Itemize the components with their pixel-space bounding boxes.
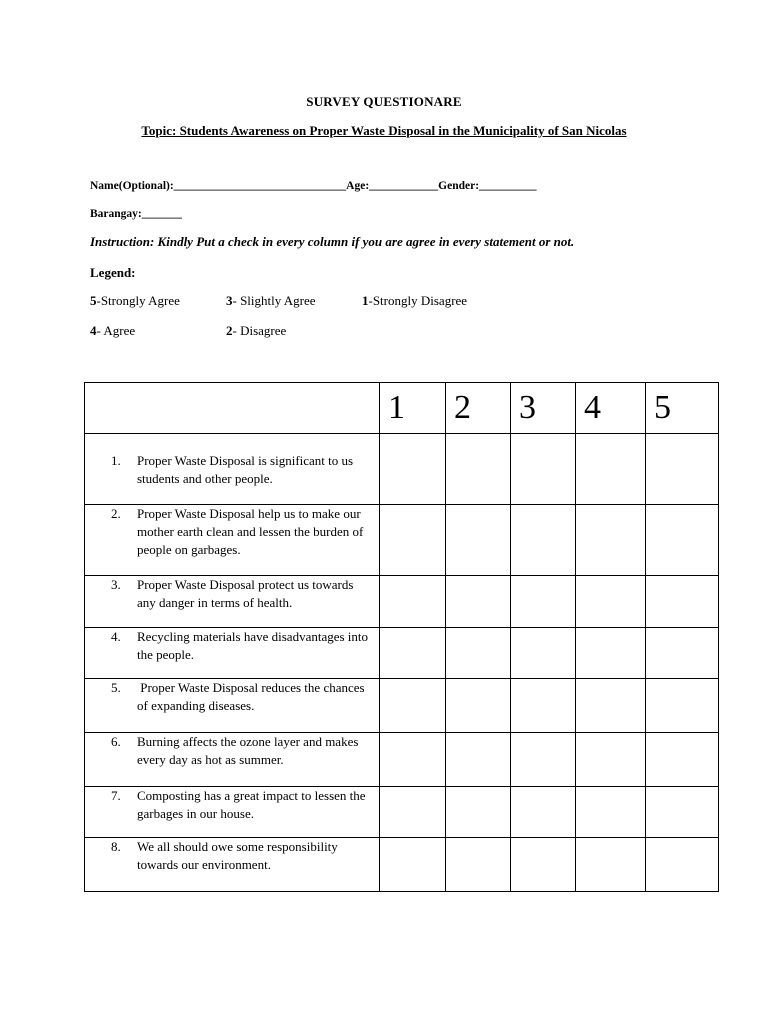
table-row xyxy=(85,679,719,733)
statement-cell xyxy=(85,628,380,679)
rating-checkbox-cell[interactable] xyxy=(380,576,446,628)
rating-checkbox-cell[interactable] xyxy=(380,679,446,733)
legend-number: 2 xyxy=(226,323,233,338)
legend-label: - Disagree xyxy=(232,323,287,338)
rating-checkbox-cell[interactable] xyxy=(446,787,511,838)
rating-checkbox-cell[interactable] xyxy=(576,733,646,787)
statement-header-cell xyxy=(85,383,380,434)
rating-checkbox-cell[interactable] xyxy=(511,679,576,733)
statement-text: Proper Waste Disposal protect us towards any danger in terms of health. xyxy=(137,577,354,610)
rating-checkbox-cell[interactable] xyxy=(446,505,511,576)
statement-text: Proper Waste Disposal reduces the chances of expanding diseases. xyxy=(137,680,368,713)
survey-topic: Topic: Students Awareness on Proper Waste Disposal in the Municipality of San Nicolas xyxy=(141,123,627,138)
rating-checkbox-cell[interactable] xyxy=(646,576,719,628)
statement-number: 2. xyxy=(111,506,121,521)
statement-text: Composting has a great impact to lessen the garbages in our house. xyxy=(137,788,366,821)
statement-number: 5. xyxy=(111,680,121,695)
statement-cell xyxy=(85,838,380,892)
table-row xyxy=(85,505,719,576)
rating-checkbox-cell[interactable] xyxy=(646,434,719,505)
rating-checkbox-cell[interactable] xyxy=(380,628,446,679)
rating-checkbox-cell[interactable] xyxy=(446,628,511,679)
rating-column-header: 4 xyxy=(576,383,646,434)
rating-checkbox-cell[interactable] xyxy=(380,733,446,787)
rating-checkbox-cell[interactable] xyxy=(380,838,446,892)
rating-checkbox-cell[interactable] xyxy=(511,576,576,628)
rating-column-header: 3 xyxy=(511,383,576,434)
rating-checkbox-cell[interactable] xyxy=(446,838,511,892)
statement-cell xyxy=(85,787,380,838)
survey-table xyxy=(84,382,719,892)
legend-number: 5 xyxy=(90,293,97,308)
rating-checkbox-cell[interactable] xyxy=(511,733,576,787)
statement-text: Proper Waste Disposal help us to make our mother earth clean and lessen the burden of people on garbages. xyxy=(137,506,364,557)
legend-label: -Strongly Disagree xyxy=(368,293,468,308)
rating-checkbox-cell[interactable] xyxy=(576,787,646,838)
rating-checkbox-cell[interactable] xyxy=(511,505,576,576)
rating-column-header: 5 xyxy=(646,383,719,434)
legend-label: - Agree xyxy=(96,323,136,338)
rating-checkbox-cell[interactable] xyxy=(446,576,511,628)
rating-checkbox-cell[interactable] xyxy=(576,838,646,892)
legend-number: 3 xyxy=(226,293,233,308)
rating-checkbox-cell[interactable] xyxy=(446,434,511,505)
legend-heading: Legend: xyxy=(90,265,136,280)
statement-number: 4. xyxy=(111,629,121,644)
statement-text: We all should owe some responsibility towards our environment. xyxy=(137,839,338,872)
rating-checkbox-cell[interactable] xyxy=(646,838,719,892)
rating-checkbox-cell[interactable] xyxy=(576,679,646,733)
rating-checkbox-cell[interactable] xyxy=(576,434,646,505)
rating-checkbox-cell[interactable] xyxy=(646,733,719,787)
rating-checkbox-cell[interactable] xyxy=(646,628,719,679)
legend-number: 1 xyxy=(362,293,369,308)
statement-text: Recycling materials have disadvantages into the people. xyxy=(137,629,369,662)
table-row xyxy=(85,787,719,838)
legend-label: -Strongly Agree xyxy=(96,293,180,308)
statement-cell xyxy=(85,733,380,787)
table-row xyxy=(85,434,719,505)
rating-column-header: 2 xyxy=(446,383,511,434)
statement-number: 3. xyxy=(111,577,121,592)
legend-item-4 xyxy=(90,323,135,339)
legend-item-3 xyxy=(226,293,316,309)
rating-checkbox-cell[interactable] xyxy=(511,838,576,892)
statement-cell xyxy=(85,679,380,733)
legend-label: - Slightly Agree xyxy=(232,293,316,308)
table-row xyxy=(85,576,719,628)
rating-checkbox-cell[interactable] xyxy=(576,505,646,576)
statement-number: 8. xyxy=(111,839,121,854)
statement-cell xyxy=(85,505,380,576)
statement-number: 1. xyxy=(111,453,121,468)
table-row xyxy=(85,628,719,679)
legend-number: 4 xyxy=(90,323,97,338)
statement-text: Proper Waste Disposal is significant to us students and other people. xyxy=(137,453,354,486)
statement-number: 7. xyxy=(111,788,121,803)
barangay-field: Barangay:_______ xyxy=(90,208,182,220)
survey-title: SURVEY QUESTIONARE xyxy=(306,94,462,109)
table-row xyxy=(85,838,719,892)
rating-checkbox-cell[interactable] xyxy=(380,434,446,505)
rating-checkbox-cell[interactable] xyxy=(446,679,511,733)
statement-text: Burning affects the ozone layer and makes every day as hot as summer. xyxy=(137,734,359,767)
statement-number: 6. xyxy=(111,734,121,749)
legend-item-5 xyxy=(90,293,180,309)
legend-item-1 xyxy=(362,293,467,309)
rating-checkbox-cell[interactable] xyxy=(646,505,719,576)
rating-checkbox-cell[interactable] xyxy=(511,787,576,838)
respondent-fields: Name(Optional):______________________________Age:____________Gender:__________ xyxy=(90,180,537,192)
rating-checkbox-cell[interactable] xyxy=(511,628,576,679)
statement-cell xyxy=(85,576,380,628)
rating-column-header: 1 xyxy=(380,383,446,434)
rating-checkbox-cell[interactable] xyxy=(646,787,719,838)
rating-checkbox-cell[interactable] xyxy=(511,434,576,505)
legend-item-2 xyxy=(226,323,286,339)
rating-checkbox-cell[interactable] xyxy=(646,679,719,733)
rating-checkbox-cell[interactable] xyxy=(380,787,446,838)
rating-checkbox-cell[interactable] xyxy=(380,505,446,576)
statement-cell xyxy=(85,434,380,505)
rating-checkbox-cell[interactable] xyxy=(576,576,646,628)
table-header-row xyxy=(85,383,719,434)
rating-checkbox-cell[interactable] xyxy=(446,733,511,787)
table-row xyxy=(85,733,719,787)
instruction-text: Instruction: Kindly Put a check in every column if you are agree in every statement or not. xyxy=(90,234,575,249)
rating-checkbox-cell[interactable] xyxy=(576,628,646,679)
